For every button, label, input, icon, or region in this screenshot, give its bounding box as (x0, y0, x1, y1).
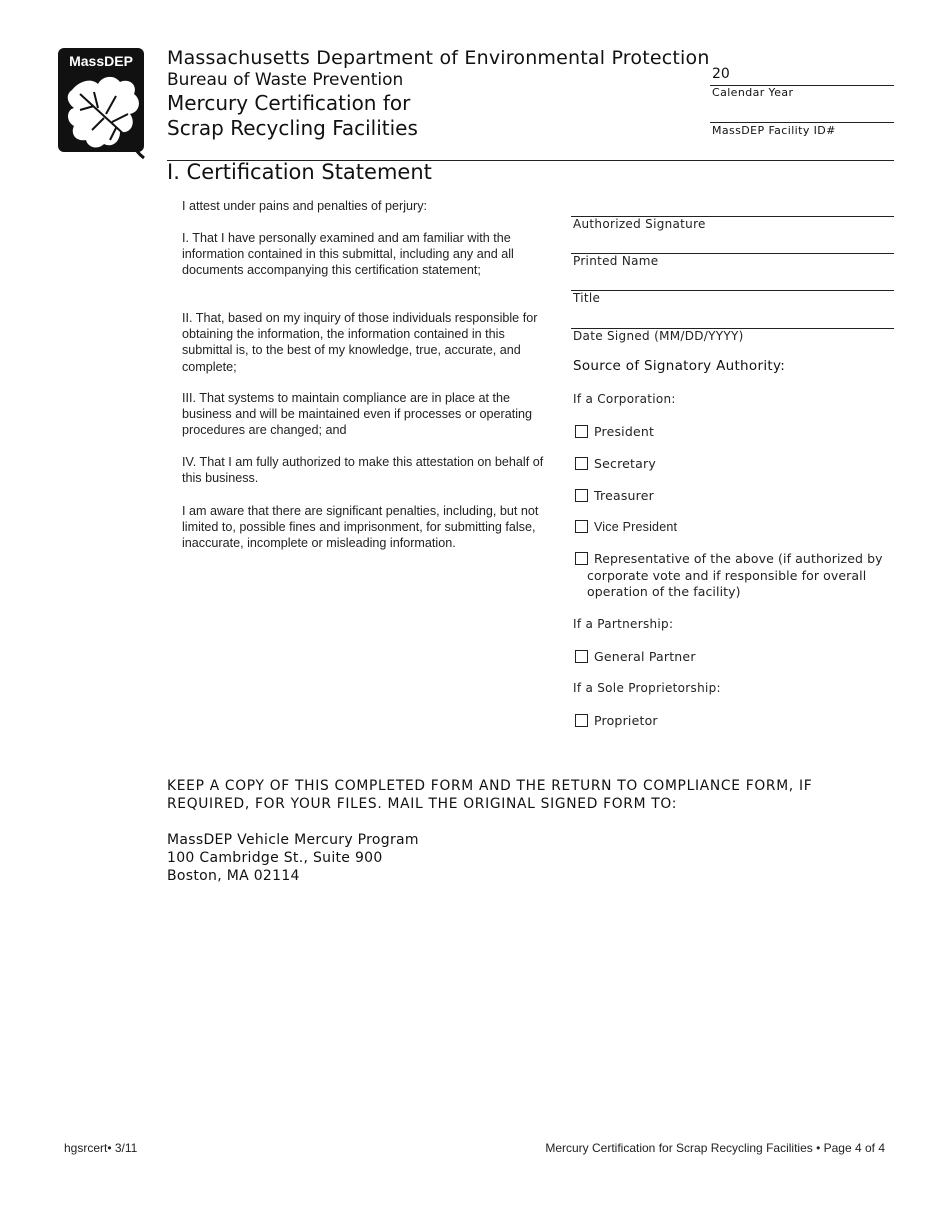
president-checkbox[interactable] (575, 425, 588, 438)
statement-item-4: IV. That I am fully authorized to make this attestation on behalf of this business. (182, 455, 544, 486)
treasurer-option[interactable] (575, 488, 654, 503)
partnership-label: If a Partnership: (573, 617, 674, 631)
proprietor-option[interactable] (575, 713, 658, 728)
department-name: Massachusetts Department of Environmental Protection (167, 47, 710, 69)
mailing-notice (167, 777, 887, 813)
general-partner-option[interactable] (575, 649, 696, 664)
form-code: hgsrcert• 3/11 (64, 1141, 138, 1155)
representative-label-line3: operation of the facility) (587, 584, 741, 599)
address-line2: 100 Cambridge St., Suite 900 (167, 850, 383, 866)
facility-id-label: MassDEP Facility ID# (712, 124, 836, 137)
title-label: Title (573, 291, 601, 305)
secretary-label: Secretary (594, 456, 656, 471)
president-option[interactable] (575, 424, 654, 439)
authorized-signature-label: Authorized Signature (573, 217, 706, 231)
proprietor-checkbox[interactable] (575, 714, 588, 727)
statement-item-1: I. That I have personally examined and am familiar with the information contained in this submittal, including any and all documents accompanying this certification statement; (182, 231, 514, 278)
representative-label-line2: corporate vote and if responsible for overall (587, 567, 867, 583)
calendar-year-label: Calendar Year (712, 86, 794, 99)
address-line3: Boston, MA 02114 (167, 868, 300, 884)
vice-president-option[interactable] (575, 520, 677, 534)
treasurer-label: Treasurer (594, 488, 654, 503)
logo-text: MassDEP (69, 53, 133, 69)
secretary-checkbox[interactable] (575, 457, 588, 470)
form-title-line2: Scrap Recycling Facilities (167, 116, 418, 140)
secretary-option[interactable] (575, 456, 656, 471)
form-title-line1: Mercury Certification for (167, 91, 411, 115)
statement-item-2: II. That, based on my inquiry of those individuals responsible for obtaining the information, the information contained in this submittal is, to the best of my knowledge, true, accurate, and complete; (182, 311, 538, 374)
vice-president-label: Vice President (594, 520, 678, 534)
representative-option[interactable] (575, 551, 890, 601)
massdep-logo (58, 48, 146, 160)
title-line[interactable] (571, 290, 894, 291)
form-title (167, 91, 418, 141)
mailing-address (167, 831, 419, 885)
general-partner-label: General Partner (594, 649, 696, 664)
facility-id-line[interactable] (710, 122, 894, 123)
printed-name-label: Printed Name (573, 254, 659, 268)
notice-line1: KEEP A COPY OF THIS COMPLETED FORM AND THE RETURN TO COMPLIANCE FORM, IF (167, 778, 813, 794)
sole-proprietorship-label: If a Sole Proprietorship: (573, 681, 721, 695)
vice-president-checkbox[interactable] (575, 520, 588, 533)
page-info: Mercury Certification for Scrap Recycling Facilities • Page 4 of 4 (545, 1141, 885, 1155)
signatory-authority-heading: Source of Signatory Authority: (573, 358, 786, 374)
date-signed-label: Date Signed (MM/DD/YYYY) (573, 329, 744, 343)
representative-label-line1: Representative of the above (if authorized by (594, 551, 883, 566)
president-label: President (594, 424, 655, 439)
statement-intro: I attest under pains and penalties of perjury: (182, 199, 428, 213)
calendar-year-value[interactable]: 20 (712, 66, 730, 82)
address-line1: MassDEP Vehicle Mercury Program (167, 832, 419, 848)
corporation-label: If a Corporation: (573, 392, 676, 406)
proprietor-label: Proprietor (594, 713, 658, 728)
notice-line2: REQUIRED, FOR YOUR FILES. MAIL THE ORIGINAL SIGNED FORM TO: (167, 796, 678, 812)
statement-awareness: I am aware that there are significant penalties, including, but not limited to, possible fines and imprisonment, for submitting false, inaccurate, incomplete or misleading information. (182, 504, 539, 551)
section-title: I. Certification Statement (167, 160, 432, 184)
representative-checkbox[interactable] (575, 552, 588, 565)
treasurer-checkbox[interactable] (575, 489, 588, 502)
bureau-name: Bureau of Waste Prevention (167, 70, 404, 90)
statement-item-3: III. That systems to maintain compliance are in place at the business and will be maintained even if processes or operating procedures are changed; and (182, 391, 533, 438)
general-partner-checkbox[interactable] (575, 650, 588, 663)
